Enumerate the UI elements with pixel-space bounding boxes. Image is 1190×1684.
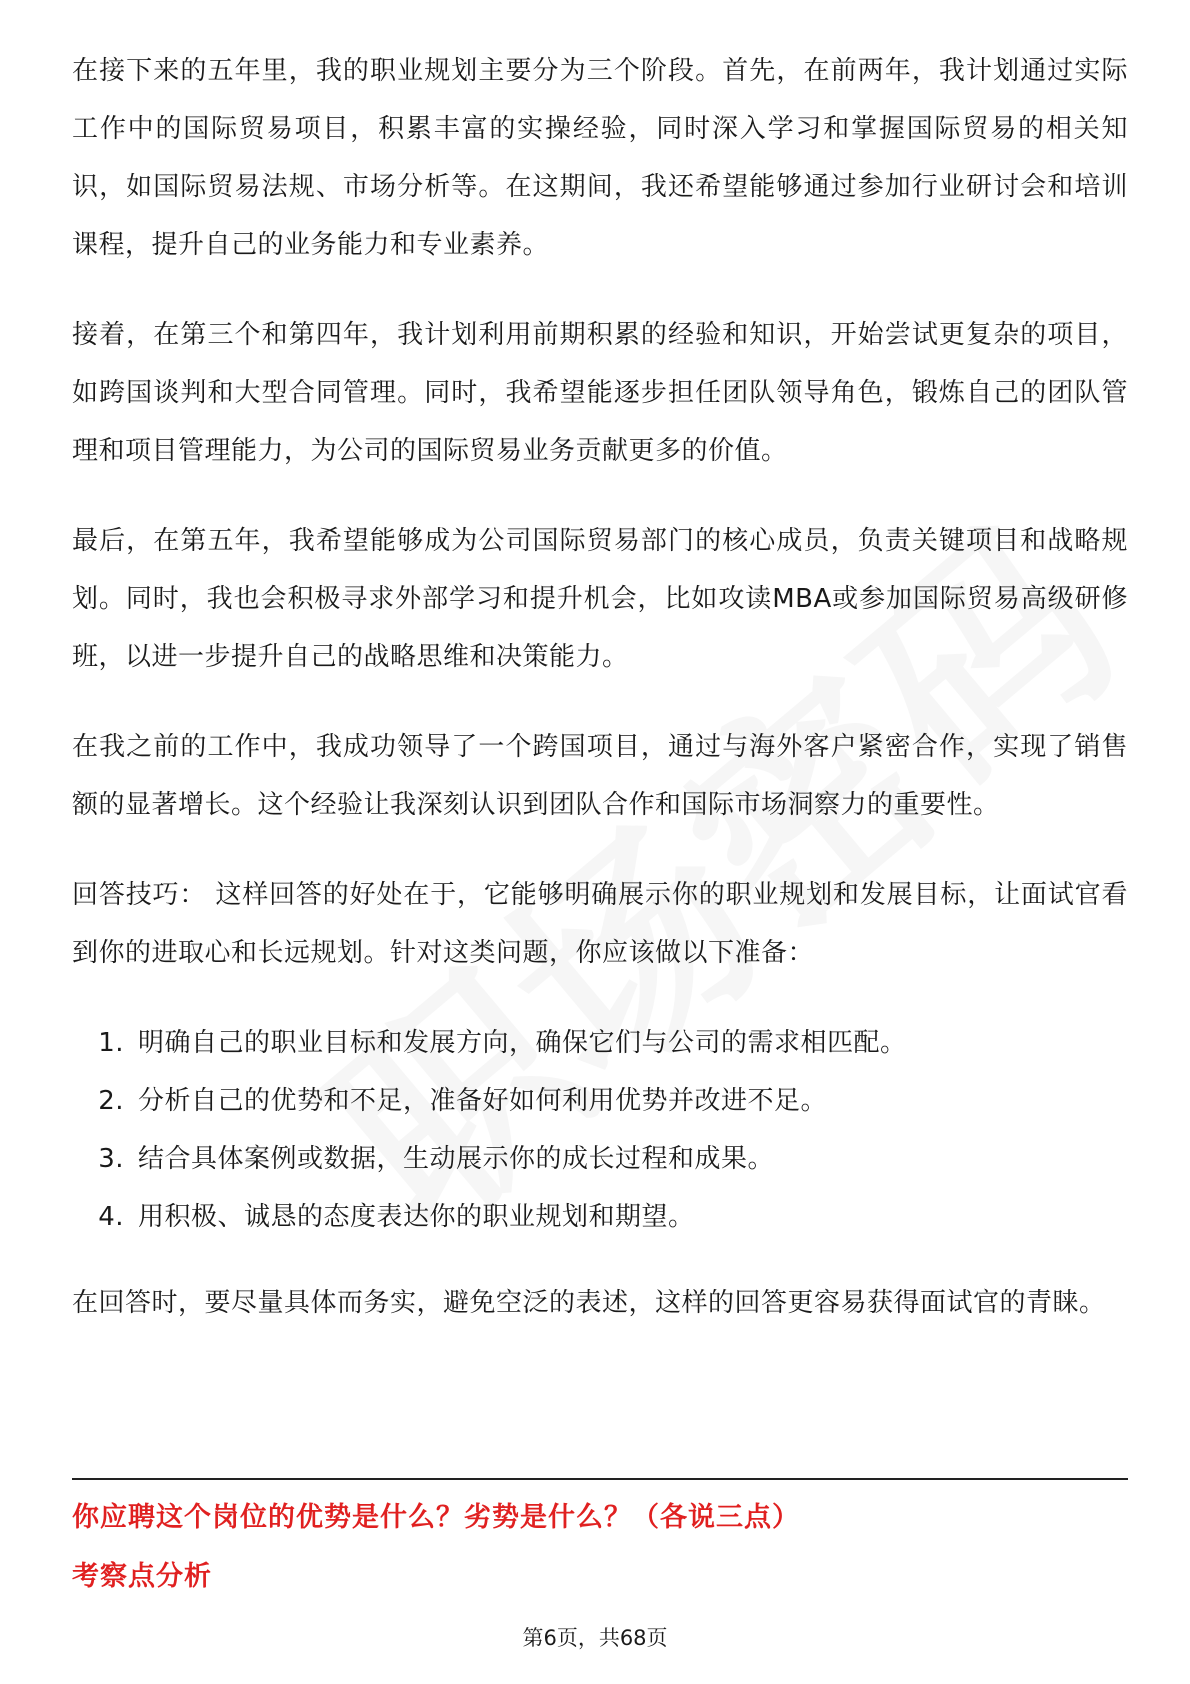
list-item bbox=[72, 1014, 1128, 1072]
list-item-text: 用积极、诚恳的态度表达你的职业规划和期望。 bbox=[138, 1202, 695, 1232]
paragraph-closing: 在回答时，要尽量具体而务实，避免空泛的表述，这样的回答更容易获得面试官的青睐。 bbox=[72, 1288, 1106, 1318]
list-item-text: 明确自己的职业目标和发展方向，确保它们与公司的需求相匹配。 bbox=[138, 1028, 907, 1058]
paragraph-plan-stage-three: 最后，在第五年，我希望能够成为公司国际贸易部门的核心成员，负责关键项目和战略规划。同时，我也会积极寻求外部学习和提升机会，比如攻读MBA或参加国际贸易高级研修班，以进一步提升自己的战略思维和决策能力。 bbox=[72, 526, 1128, 672]
section-divider bbox=[72, 1478, 1128, 1480]
page-footer: 第6页，共68页 bbox=[522, 1626, 668, 1650]
paragraph-past-experience: 在我之前的工作中，我成功领导了一个跨国项目，通过与海外客户紧密合作，实现了销售额的显著增长。这个经验让我深刻认识到团队合作和国际市场洞察力的重要性。 bbox=[72, 732, 1128, 820]
document-body bbox=[72, 42, 1128, 1364]
list-item-number: 2. bbox=[98, 1086, 124, 1116]
paragraph-plan-overview: 在接下来的五年里，我的职业规划主要分为三个阶段。首先，在前两年，我计划通过实际工作中的国际贸易项目，积累丰富的实操经验，同时深入学习和掌握国际贸易的相关知识，如国际贸易法规、市场分析等。在这期间，我还希望能够通过参加行业研讨会和培训课程，提升自己的业务能力和专业素养。 bbox=[72, 56, 1128, 260]
analysis-heading: 考察点分析 bbox=[72, 1561, 212, 1592]
list-item-text: 分析自己的优势和不足，准备好如何利用优势并改进不足。 bbox=[138, 1086, 828, 1116]
list-item bbox=[72, 1188, 1128, 1246]
list-item-number: 1. bbox=[98, 1028, 124, 1058]
list-item bbox=[72, 1072, 1128, 1130]
next-question-heading: 你应聘这个岗位的优势是什么？劣势是什么？（各说三点） bbox=[72, 1502, 800, 1533]
paragraph-answer-tips: 回答技巧： 这样回答的好处在于，它能够明确展示你的职业规划和发展目标，让面试官看到你的进取心和长远规划。针对这类问题，你应该做以下准备： bbox=[72, 880, 1128, 968]
list-item-number: 4. bbox=[98, 1202, 124, 1232]
list-item bbox=[72, 1130, 1128, 1188]
list-item-text: 结合具体案例或数据，生动展示你的成长过程和成果。 bbox=[138, 1144, 775, 1174]
tips-list bbox=[72, 1014, 1128, 1246]
list-item-number: 3. bbox=[98, 1144, 124, 1174]
paragraph-plan-stage-two: 接着，在第三个和第四年，我计划利用前期积累的经验和知识，开始尝试更复杂的项目，如跨国谈判和大型合同管理。同时，我希望能逐步担任团队领导角色，锻炼自己的团队管理和项目管理能力，为公司的国际贸易业务贡献更多的价值。 bbox=[72, 320, 1128, 466]
